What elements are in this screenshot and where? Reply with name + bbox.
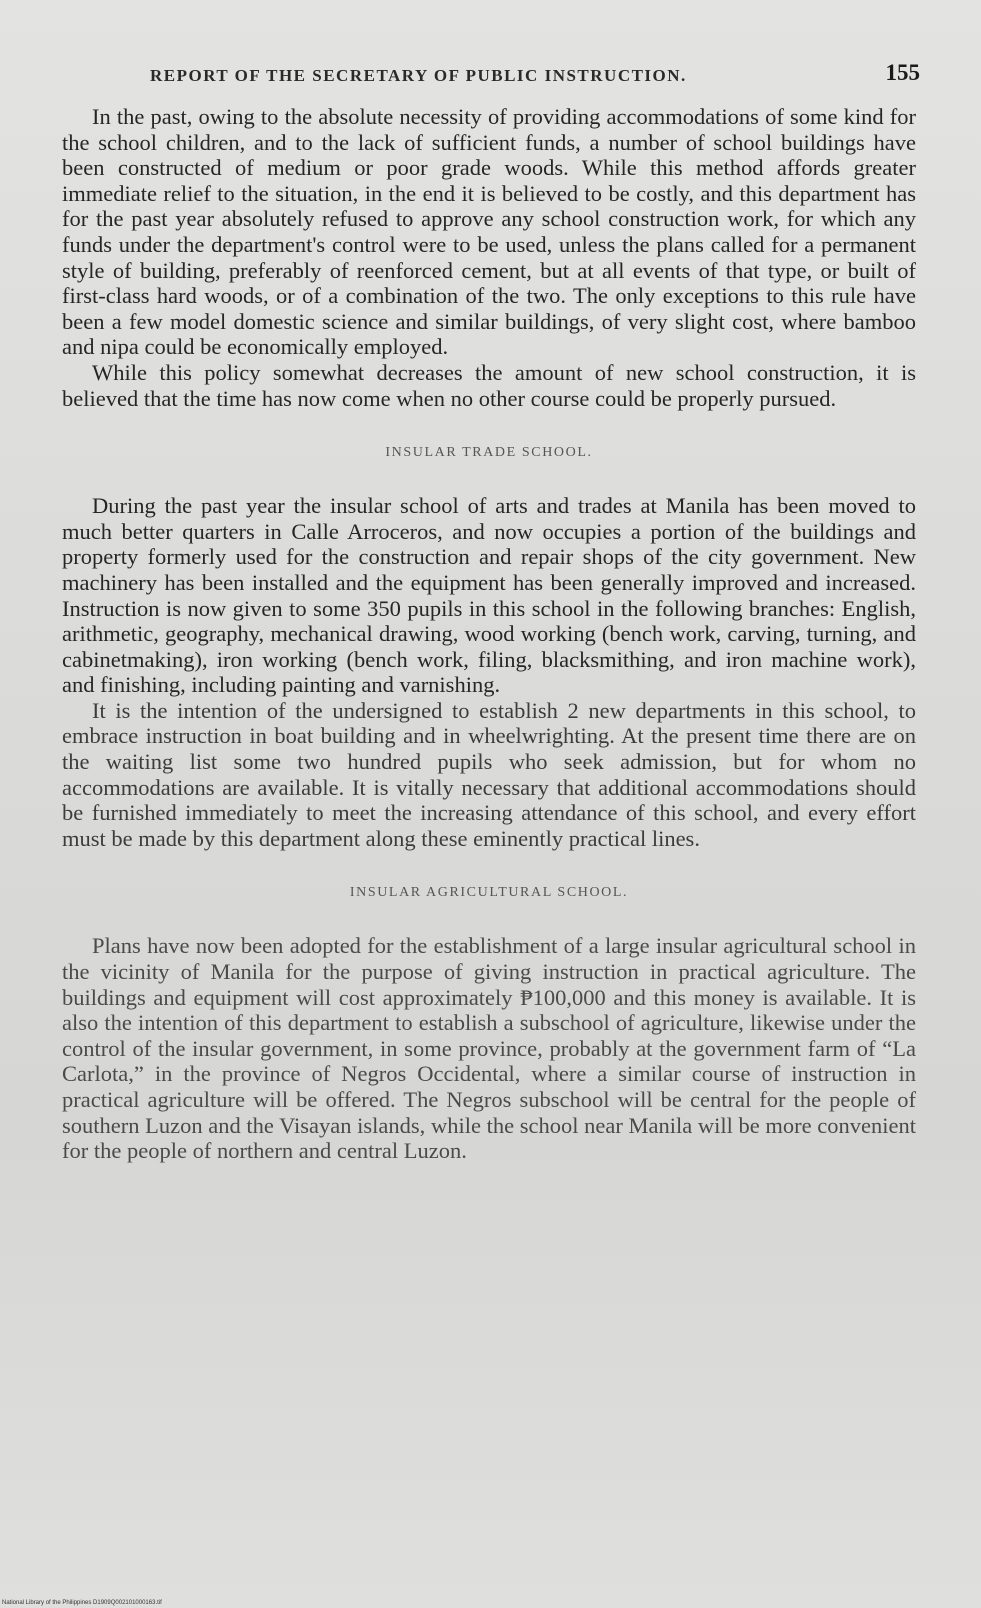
section-heading-agricultural-school: INSULAR AGRICULTURAL SCHOOL. — [349, 885, 629, 901]
page-number: 155 — [885, 60, 920, 85]
agricultural-school-paragraph-1: Plans have now been adopted for the establishment of a large insular agricultural school in the vicinity of Manila for the purpose of giving instruction in practical agriculture. The buildings and equipment will cost approximately ₱100,000 and this money is available. It is also the intention of this department to establish a subschool of agriculture, likewise under the control of the insular government, in some province, probably at the government farm of “La Carlota,” in the province of Negros Occidental, where a similar course of instruction in practical agriculture will be offered. The Negros subschool will be central for the people of southern Luzon and the Visayan islands, while the school near Manila will be more convenient for the people of northern and central Luzon. — [62, 933, 916, 1164]
body-paragraph-1: In the past, owing to the absolute necessity of providing accommodations of some kind for the school children, and to the lack of sufficient funds, a number of school buildings have been constructed of medium or poor grade woods. While this method affords greater immediate relief to the situation, in the end it is believed to be costly, and this department has for the past year absolutely refused to approve any school construction work, for which any funds under the department's control were to be used, unless the plans called for a permanent style of building, preferably of reenforced cement, but at all events of that type, or built of first-class hard woods, or of a combination of the two. The only exceptions to this rule have been a few model domestic science and similar buildings, of very slight cost, where bamboo and nipa could be economically employed. — [62, 104, 916, 360]
running-title: REPORT OF THE SECRETARY OF PUBLIC INSTRUCTION. — [150, 66, 687, 85]
trade-school-paragraph-2: It is the intention of the undersigned to establish 2 new departments in this school, to embrace instruction in boat building and in wheelwrighting. At the present time there are on the waiting list some two hundred pupils who seek admission, but for whom no accommodations are available. It is vitally necessary that additional accommodations should be furnished immediately to meet the increasing attendance of this school, and every effort must be made by this department along these eminently practical lines. — [62, 697, 916, 851]
page-body — [62, 104, 916, 1164]
trade-school-paragraph-1: During the past year the insular school of arts and trades at Manila has been moved to much better quarters in Calle Arroceros, and now occupies a portion of the buildings and property formerly used for the construction and repair shops of the city government. New machinery has been installed and the equipment has been generally improved and increased. Instruction is now given to some 350 pupils in this school in the following branches: English, arithmetic, geography, mechanical drawing, wood working (bench work, carving, turning, and cabinetmaking), iron working (bench work, filing, blacksmithing, and iron machine work), and finishing, including painting and varnishing. — [62, 493, 916, 698]
running-head — [150, 60, 920, 90]
body-paragraph-2: While this policy somewhat decreases the amount of new school construction, it is believed that the time has now come when no other course could be properly pursued. — [62, 359, 916, 411]
section-heading-trade-school: INSULAR TRADE SCHOOL. — [385, 445, 593, 461]
scan-credit: National Library of the Philippines D1909Q002101000163.tif — [2, 1600, 162, 1606]
